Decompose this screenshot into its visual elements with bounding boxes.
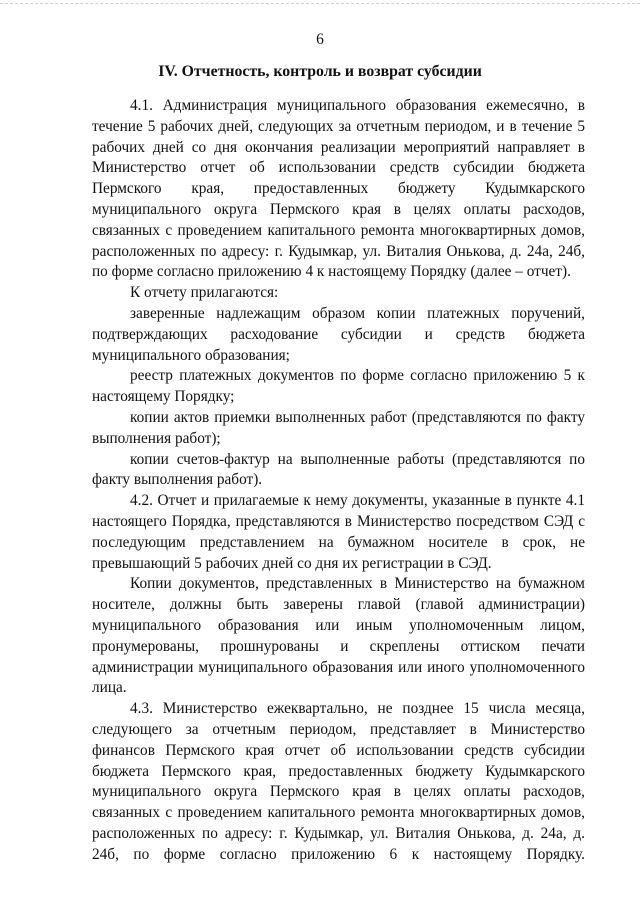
paragraph-attachments-intro: К отчету прилагаются: xyxy=(130,284,279,302)
paragraph-attachment-registry: реестр платежных документов по форме согласно приложению 5 к настоящему Порядку; xyxy=(92,367,585,406)
paragraph-attachment-payment-orders: заверенные надлежащим образом копии платежных поручений, подтверждающих расходование субсидии и средств бюджета муниципального образования; xyxy=(92,304,585,364)
paragraph-attachment-acts: копии актов приемки выполненных работ (представляются по факту выполнения работ); xyxy=(92,408,585,447)
paragraph-4-2: 4.2. Отчет и прилагаемые к нему документы, указанные в пункте 4.1 настоящего Порядка, представляются в Министерство посредством СЭД с последующим представлением на бумажном носителе в срок, не превышающий 5 рабочих дней со дня их регистрации в СЭД. xyxy=(92,492,585,572)
paragraph-4-3: 4.3. Министерство ежеквартально, не позднее 15 числа месяца, следующего за отчетным периодом, представляет в Министерство финансов Пермского края отчет об использовании средств субсидии бюджета Пермского края, предоставленных бюджету Кудымкарского муниципального округа Пермского края в целях оплаты расходов, связанных с проведением капитального ремонта многоквартирных домов, расположенных по адресу: г. Кудымкар, ул. Виталия Онькова, д. 24а, д. 24б, по форме согласно приложению 6 к настоящему Порядку. xyxy=(92,700,585,863)
paragraph-4-1: 4.1. Администрация муниципального образования ежемесячно, в течение 5 рабочих дней, следующих за отчетным периодом, и в течение 5 рабочих дней со дня окончания реализации мероприятий направляет в Министерство отчет об использовании средств субсидии бюджета Пермского края, предоставленных бюджету Кудымкарского муниципального округа Пермского края в целях оплаты расходов, связанных с проведением капитального ремонта многоквартирных домов, расположенных по адресу: г. Кудымкар, ул. Виталия Онькова, д. 24а, 24б, по форме согласно приложению 4 к настоящему Порядку (далее – отчет). xyxy=(92,97,585,281)
paragraph-attachment-invoices: копии счетов-фактур на выполненные работы (представляются по факту выполнения работ). xyxy=(92,450,585,489)
document-body xyxy=(92,96,585,865)
top-edge-divider xyxy=(0,0,640,4)
section-heading: IV. Отчетность, контроль и возврат субсидии xyxy=(158,63,482,80)
page-number: 6 xyxy=(316,31,324,48)
paragraph-copies-certification: Копии документов, представленных в Министерство на бумажном носителе, должны быть заверены главой (главой администрации) муниципального образования или иным уполномоченным лицом, пронумерованы, прошнурованы и скреплены оттиском печати администрации муниципального образования или иного уполномоченного лица. xyxy=(92,575,585,697)
